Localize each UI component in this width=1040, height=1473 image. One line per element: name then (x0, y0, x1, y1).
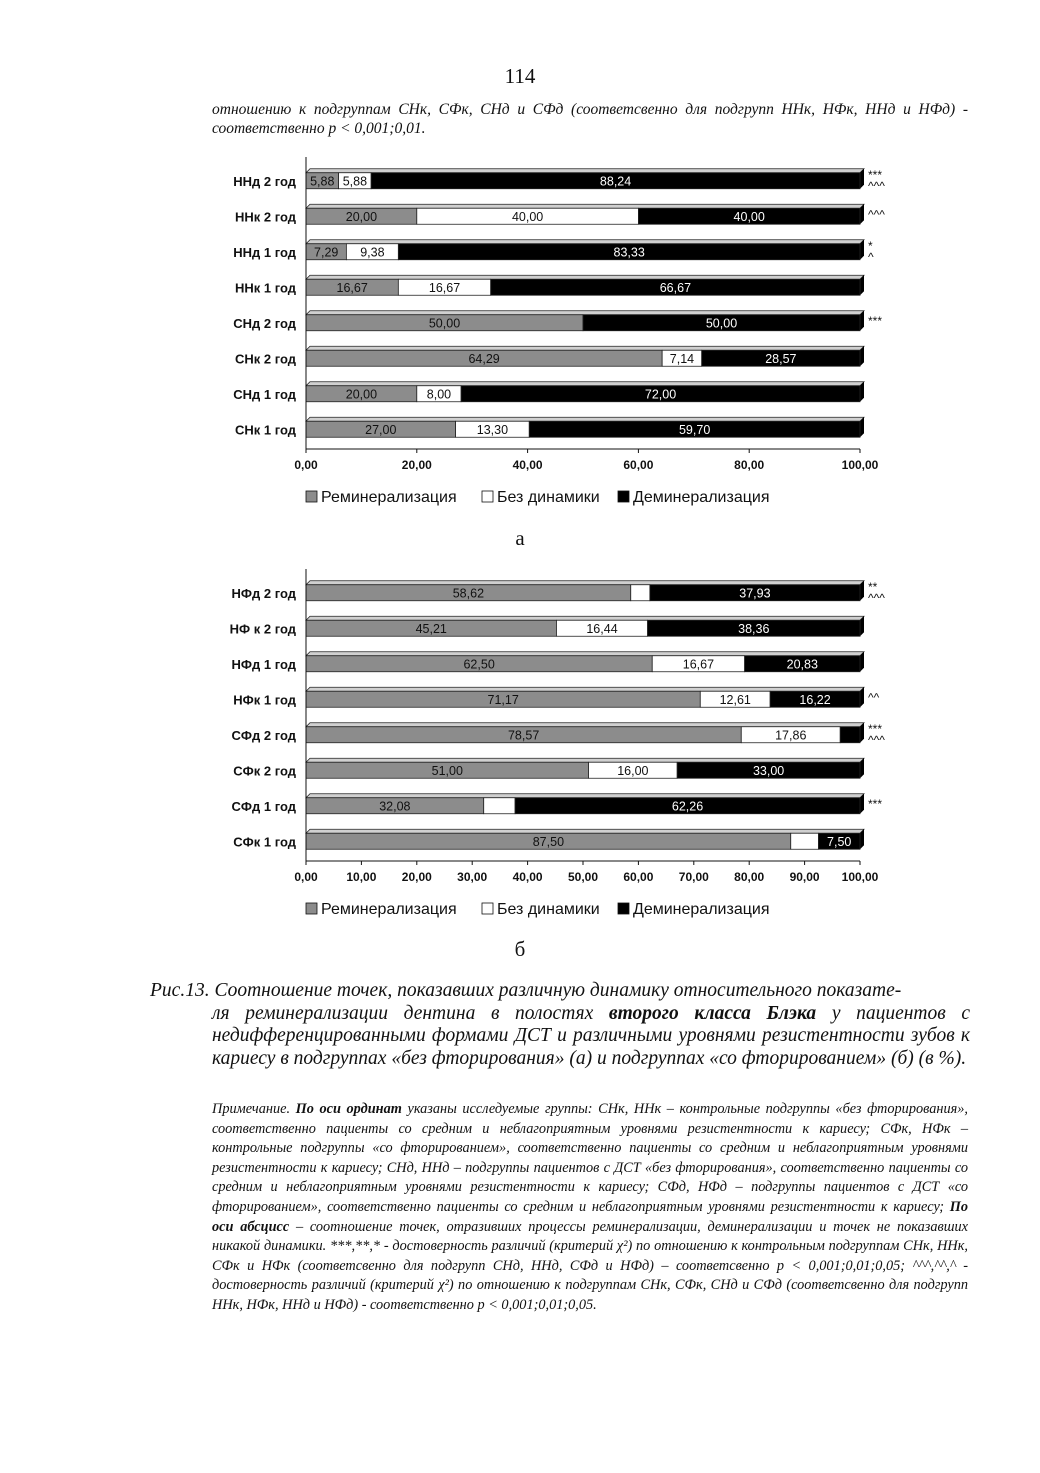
data-label: 8,00 (426, 387, 452, 402)
bar-segment (631, 585, 650, 601)
chart-a-sub-label: а (515, 526, 525, 550)
data-label: 87,50 (532, 834, 565, 849)
x-tick-label: 80,00 (734, 458, 765, 472)
data-label: 27,00 (365, 422, 397, 437)
data-label: 7,29 (314, 245, 339, 260)
caption-bold: второго класса Блэка (608, 1002, 817, 1024)
significance-annotation: ^^^ (868, 207, 885, 222)
caption-part2: у пациентов с недифференцированными формами ДСТ и различными уровнями резистентности зубов к кариесу в подгруппах «без фторирования» (а) и подгруппах «со фторированием» (б) (в %). (212, 1002, 971, 1069)
data-label: 78,57 (507, 728, 540, 743)
data-label: 5,88 (310, 174, 335, 189)
x-tick-label: 100,00 (841, 458, 879, 472)
category-label: НФк 1 год (233, 692, 296, 708)
figure-caption (150, 980, 970, 1070)
category-label: СНк 2 год (234, 351, 296, 367)
data-label: 13,30 (476, 422, 509, 437)
caption-rest (150, 1003, 970, 1071)
chart-b-sub-label: б (514, 937, 526, 961)
data-label: 20,00 (345, 209, 378, 224)
data-label: 17,86 (775, 728, 807, 743)
x-tick-label: 20,00 (401, 870, 432, 884)
data-label: 16,67 (428, 280, 461, 295)
legend-label: Без динамики (497, 901, 600, 918)
x-tick-label: 20,00 (401, 458, 432, 472)
x-tick-label: 60,00 (623, 458, 654, 472)
data-label: 83,33 (613, 245, 645, 260)
data-label: 45,21 (415, 621, 447, 636)
legend-label: Без динамики (497, 489, 600, 506)
bar-segment (791, 833, 819, 849)
x-tick-label: 90,00 (789, 870, 820, 884)
data-label: 33,00 (752, 763, 785, 778)
significance-annotation: *** (868, 796, 883, 811)
bar-top-face (306, 581, 864, 585)
bar-top-face (306, 687, 864, 691)
bar-top-face (306, 758, 864, 762)
x-tick-label: 30,00 (457, 870, 488, 884)
data-label: 16,22 (799, 692, 831, 707)
data-label: 40,00 (733, 209, 765, 224)
legend-swatch (482, 903, 493, 914)
x-tick-label: 50,00 (567, 870, 599, 884)
category-label: ННд 1 год (233, 244, 296, 260)
note-t1: Примечание. (212, 1101, 296, 1117)
category-label: НФд 1 год (231, 656, 296, 672)
x-tick-label: 80,00 (734, 870, 765, 884)
note-b2: По оси абсцисс (212, 1198, 968, 1235)
figure-note (212, 1100, 968, 1316)
data-label: 62,50 (463, 657, 495, 672)
intro-text: отношению к подгруппам СНк, СФк, СНд и СФд (соответсвенно для подгрупп ННк, НФк, ННд и НФд) - соответственно р < 0,001;0,01. (212, 101, 968, 137)
category-label: ННк 1 год (234, 280, 296, 296)
category-label: СНк 1 год (234, 422, 296, 438)
bar-top-face (306, 652, 864, 656)
significance-annotation: ^ (868, 249, 874, 264)
data-label: 7,50 (827, 834, 852, 849)
significance-annotation: *** (868, 313, 883, 328)
significance-annotation: ^^ (868, 690, 880, 705)
category-label: СФд 2 год (231, 727, 296, 743)
significance-annotation: ^^^ (868, 178, 885, 193)
bar-segment (484, 798, 515, 814)
category-label: СНд 1 год (233, 386, 296, 402)
x-tick-label: 70,00 (678, 870, 709, 884)
significance-annotation: *** (868, 167, 883, 182)
data-label: 64,29 (468, 351, 500, 366)
note-b1: По оси ординат (295, 1101, 402, 1117)
category-label: ННд 2 год (233, 173, 296, 189)
data-label: 58,62 (452, 586, 485, 601)
data-label: 32,08 (379, 799, 411, 814)
category-label: СФд 1 год (231, 798, 296, 814)
significance-annotation: *** (868, 721, 883, 736)
caption-prefix: Рис.13. Соотношение точек, показавших различную динамику относительного показате- (150, 980, 902, 1001)
x-tick-label: 0,00 (294, 870, 318, 884)
data-label: 20,00 (345, 387, 378, 402)
x-tick-label: 100,00 (841, 870, 879, 884)
x-tick-label: 0,00 (294, 458, 318, 472)
category-label: НФд 2 год (231, 585, 296, 601)
note-t2: указаны исследуемые группы: СНк, ННк – контрольные подгруппы «без фторирования», соответственно пациенты со средним и неблагоприятным уровнями резистентности к кариесу; СФк, НФк – контрольные подгруппы «со фторированием», соответственно пациенты со средним и неблагоприятным уровнями резистентности к кариесу; СНд, ННд – подгруппы пациентов с ДСТ «без фторирования», соответственно пациенты со средним и неблагоприятным уровнями резистентности к кариесу; СФд, НФд – подгруппы пациентов с ДСТ «со фторированием», соответственно пациенты со средним и неблагоприятным уровнями резистентности к кариесу; (212, 1101, 968, 1215)
bar-top-face (306, 794, 864, 798)
data-label: 59,70 (678, 422, 711, 437)
bar-top-face (306, 723, 864, 727)
significance-annotation: ** (868, 579, 878, 594)
data-label: 38,36 (738, 621, 770, 636)
data-label: 7,14 (669, 351, 695, 366)
category-label: СФк 2 год (233, 763, 296, 779)
legend-label: Деминерализация (633, 901, 770, 918)
note-t3: – соотношение точек, отразивших процессы реминерализации, деминерализации и точек не показавших никакой динамики. ***,**,* - достоверность различий (критерий χ²) по отношению к контрольным подгруппам СНк, ННк, СФк и НФк (соответсвенно для подгрупп СНд, ННд, СФд и НФд) – соответсвенно р < 0,001;0,01;0,05; ^^^,^^,^ - достоверность различий (критерий χ²) по отношению к подгруппам СНк, СФк, СНд и СФд (соответсвенно для подгрупп ННк, НФк, ННд и НФд) - соответственно р < 0,001;0,01;0,05. (212, 1218, 968, 1313)
data-label: 16,67 (336, 280, 368, 295)
category-label: СФк 1 год (233, 834, 296, 850)
data-label: 16,67 (682, 657, 715, 672)
category-label: ННк 2 год (234, 209, 296, 225)
data-label: 16,44 (586, 621, 618, 636)
data-label: 50,00 (705, 316, 738, 331)
data-label: 88,24 (599, 174, 632, 189)
legend-label: Деминерализация (633, 489, 770, 506)
x-tick-label: 60,00 (623, 870, 654, 884)
data-label: 66,67 (659, 280, 692, 295)
x-tick-label: 10,00 (346, 870, 377, 884)
legend-label: Реминерализация (321, 901, 457, 918)
data-label: 62,26 (671, 799, 704, 814)
significance-annotation: * (868, 238, 873, 253)
data-label: 37,93 (739, 586, 771, 601)
legend-swatch (618, 903, 629, 914)
significance-annotation: ^^^ (868, 732, 885, 747)
data-label: 5,88 (342, 174, 368, 189)
data-label: 12,61 (719, 692, 751, 707)
page-number: 114 (504, 64, 536, 88)
x-tick-label: 40,00 (512, 458, 543, 472)
bar-segment (840, 727, 860, 743)
significance-annotation: ^^^ (868, 590, 885, 605)
data-label: 28,57 (765, 351, 797, 366)
data-label: 50,00 (428, 316, 461, 331)
data-label: 9,38 (360, 245, 385, 260)
legend-swatch (306, 903, 317, 914)
x-tick-label: 40,00 (512, 870, 543, 884)
category-label: НФ к 2 год (229, 621, 296, 637)
data-label: 16,00 (617, 763, 649, 778)
data-label: 71,17 (487, 692, 519, 707)
data-label: 72,00 (644, 387, 677, 402)
bar-top-face (306, 829, 864, 833)
bar-top-face (306, 616, 864, 620)
data-label: 51,00 (431, 763, 463, 778)
data-label: 20,83 (786, 657, 818, 672)
caption-part1: ля реминерализации дентина в полостях (212, 1002, 609, 1024)
legend-label: Реминерализация (321, 489, 457, 506)
category-label: СНд 2 год (233, 315, 296, 331)
data-label: 40,00 (511, 209, 544, 224)
